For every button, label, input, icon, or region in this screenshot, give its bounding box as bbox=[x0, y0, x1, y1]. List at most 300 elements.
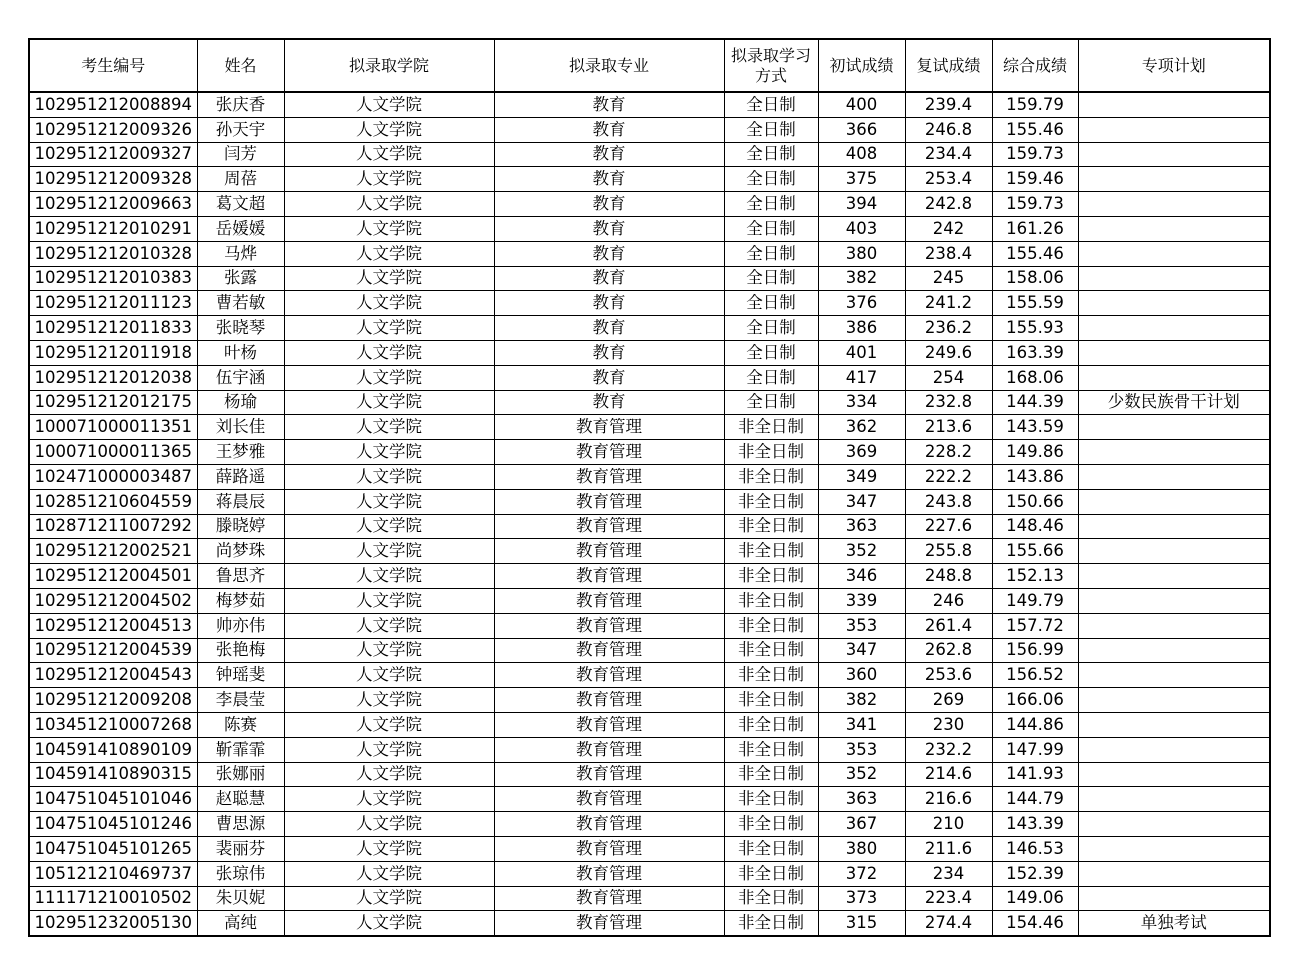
cell-special-plan bbox=[1078, 216, 1270, 241]
cell-exam-id: 102951212010383 bbox=[29, 266, 197, 291]
table-row bbox=[29, 216, 1270, 241]
cell-retest-score: 228.2 bbox=[905, 440, 992, 465]
cell-special-plan bbox=[1078, 663, 1270, 688]
cell-name: 周蓓 bbox=[197, 167, 284, 192]
table-row bbox=[29, 688, 1270, 713]
cell-study-mode: 非全日制 bbox=[724, 464, 818, 489]
cell-major: 教育管理 bbox=[494, 613, 724, 638]
cell-special-plan bbox=[1078, 564, 1270, 589]
header-study-mode: 拟录取学习方式 bbox=[724, 39, 818, 92]
table-row bbox=[29, 464, 1270, 489]
cell-initial-score: 347 bbox=[818, 489, 905, 514]
cell-total-score: 155.93 bbox=[992, 316, 1078, 341]
cell-college: 人文学院 bbox=[284, 812, 494, 837]
cell-retest-score: 210 bbox=[905, 812, 992, 837]
cell-exam-id: 102951212009208 bbox=[29, 688, 197, 713]
cell-retest-score: 253.6 bbox=[905, 663, 992, 688]
cell-college: 人文学院 bbox=[284, 316, 494, 341]
cell-study-mode: 全日制 bbox=[724, 117, 818, 142]
cell-name: 朱贝妮 bbox=[197, 886, 284, 911]
cell-initial-score: 382 bbox=[818, 688, 905, 713]
cell-exam-id: 102951212004502 bbox=[29, 588, 197, 613]
cell-name: 薛路遥 bbox=[197, 464, 284, 489]
cell-major: 教育 bbox=[494, 167, 724, 192]
cell-initial-score: 363 bbox=[818, 514, 905, 539]
cell-study-mode: 全日制 bbox=[724, 216, 818, 241]
cell-initial-score: 349 bbox=[818, 464, 905, 489]
cell-name: 王梦雅 bbox=[197, 440, 284, 465]
cell-special-plan: 少数民族骨干计划 bbox=[1078, 390, 1270, 415]
cell-exam-id: 102951212010291 bbox=[29, 216, 197, 241]
cell-initial-score: 375 bbox=[818, 167, 905, 192]
cell-retest-score: 216.6 bbox=[905, 787, 992, 812]
cell-college: 人文学院 bbox=[284, 588, 494, 613]
cell-total-score: 149.86 bbox=[992, 440, 1078, 465]
cell-special-plan bbox=[1078, 861, 1270, 886]
cell-special-plan bbox=[1078, 886, 1270, 911]
header-exam-id: 考生编号 bbox=[29, 39, 197, 92]
table-row bbox=[29, 167, 1270, 192]
cell-retest-score: 222.2 bbox=[905, 464, 992, 489]
cell-name: 李晨莹 bbox=[197, 688, 284, 713]
table-row bbox=[29, 291, 1270, 316]
cell-initial-score: 360 bbox=[818, 663, 905, 688]
cell-major: 教育 bbox=[494, 241, 724, 266]
table-row bbox=[29, 886, 1270, 911]
table-row bbox=[29, 663, 1270, 688]
table-body bbox=[29, 92, 1270, 936]
cell-initial-score: 417 bbox=[818, 365, 905, 390]
cell-exam-id: 111171210010502 bbox=[29, 886, 197, 911]
cell-study-mode: 全日制 bbox=[724, 92, 818, 117]
cell-exam-id: 102951212004543 bbox=[29, 663, 197, 688]
cell-retest-score: 249.6 bbox=[905, 340, 992, 365]
cell-exam-id: 102951212008894 bbox=[29, 92, 197, 117]
cell-total-score: 156.99 bbox=[992, 638, 1078, 663]
table-row bbox=[29, 712, 1270, 737]
table-row bbox=[29, 316, 1270, 341]
cell-initial-score: 380 bbox=[818, 241, 905, 266]
table-row bbox=[29, 117, 1270, 142]
cell-special-plan bbox=[1078, 762, 1270, 787]
cell-college: 人文学院 bbox=[284, 514, 494, 539]
cell-study-mode: 非全日制 bbox=[724, 762, 818, 787]
cell-major: 教育管理 bbox=[494, 737, 724, 762]
cell-college: 人文学院 bbox=[284, 836, 494, 861]
cell-initial-score: 400 bbox=[818, 92, 905, 117]
cell-name: 刘长佳 bbox=[197, 415, 284, 440]
table-row bbox=[29, 613, 1270, 638]
cell-total-score: 143.59 bbox=[992, 415, 1078, 440]
cell-name: 葛文超 bbox=[197, 192, 284, 217]
cell-total-score: 143.39 bbox=[992, 812, 1078, 837]
cell-special-plan bbox=[1078, 787, 1270, 812]
cell-initial-score: 352 bbox=[818, 539, 905, 564]
cell-initial-score: 352 bbox=[818, 762, 905, 787]
header-row bbox=[29, 39, 1270, 92]
cell-name: 张艳梅 bbox=[197, 638, 284, 663]
cell-retest-score: 241.2 bbox=[905, 291, 992, 316]
cell-retest-score: 232.8 bbox=[905, 390, 992, 415]
cell-college: 人文学院 bbox=[284, 415, 494, 440]
cell-exam-id: 102951212012175 bbox=[29, 390, 197, 415]
table-row bbox=[29, 762, 1270, 787]
cell-name: 张晓琴 bbox=[197, 316, 284, 341]
cell-name: 张娜丽 bbox=[197, 762, 284, 787]
cell-retest-score: 246.8 bbox=[905, 117, 992, 142]
cell-special-plan bbox=[1078, 167, 1270, 192]
cell-major: 教育 bbox=[494, 390, 724, 415]
cell-study-mode: 全日制 bbox=[724, 340, 818, 365]
cell-major: 教育管理 bbox=[494, 787, 724, 812]
cell-college: 人文学院 bbox=[284, 663, 494, 688]
cell-study-mode: 非全日制 bbox=[724, 564, 818, 589]
cell-exam-id: 100071000011365 bbox=[29, 440, 197, 465]
cell-college: 人文学院 bbox=[284, 117, 494, 142]
cell-name: 赵聪慧 bbox=[197, 787, 284, 812]
cell-retest-score: 214.6 bbox=[905, 762, 992, 787]
cell-retest-score: 246 bbox=[905, 588, 992, 613]
table-row bbox=[29, 787, 1270, 812]
admission-table bbox=[28, 38, 1271, 937]
cell-name: 马烨 bbox=[197, 241, 284, 266]
cell-initial-score: 386 bbox=[818, 316, 905, 341]
cell-major: 教育管理 bbox=[494, 911, 724, 936]
table-row bbox=[29, 638, 1270, 663]
cell-retest-score: 254 bbox=[905, 365, 992, 390]
cell-special-plan bbox=[1078, 266, 1270, 291]
cell-retest-score: 238.4 bbox=[905, 241, 992, 266]
table-row bbox=[29, 266, 1270, 291]
cell-exam-id: 102951212011123 bbox=[29, 291, 197, 316]
cell-study-mode: 全日制 bbox=[724, 316, 818, 341]
cell-name: 尚梦珠 bbox=[197, 539, 284, 564]
table-row bbox=[29, 241, 1270, 266]
cell-special-plan bbox=[1078, 192, 1270, 217]
cell-exam-id: 102951212004513 bbox=[29, 613, 197, 638]
cell-retest-score: 234.4 bbox=[905, 142, 992, 167]
cell-retest-score: 223.4 bbox=[905, 886, 992, 911]
cell-total-score: 159.73 bbox=[992, 192, 1078, 217]
cell-initial-score: 373 bbox=[818, 886, 905, 911]
cell-initial-score: 341 bbox=[818, 712, 905, 737]
cell-initial-score: 408 bbox=[818, 142, 905, 167]
cell-name: 梅梦茹 bbox=[197, 588, 284, 613]
cell-initial-score: 401 bbox=[818, 340, 905, 365]
cell-college: 人文学院 bbox=[284, 688, 494, 713]
cell-name: 岳媛媛 bbox=[197, 216, 284, 241]
cell-total-score: 149.79 bbox=[992, 588, 1078, 613]
cell-major: 教育管理 bbox=[494, 564, 724, 589]
cell-initial-score: 339 bbox=[818, 588, 905, 613]
table-row bbox=[29, 564, 1270, 589]
cell-study-mode: 全日制 bbox=[724, 142, 818, 167]
cell-college: 人文学院 bbox=[284, 142, 494, 167]
cell-name: 张琼伟 bbox=[197, 861, 284, 886]
table-row bbox=[29, 514, 1270, 539]
cell-exam-id: 104751045101046 bbox=[29, 787, 197, 812]
cell-major: 教育 bbox=[494, 316, 724, 341]
header-special-plan: 专项计划 bbox=[1078, 39, 1270, 92]
cell-total-score: 155.46 bbox=[992, 241, 1078, 266]
table-row bbox=[29, 415, 1270, 440]
cell-name: 张庆香 bbox=[197, 92, 284, 117]
cell-major: 教育管理 bbox=[494, 886, 724, 911]
table-row bbox=[29, 836, 1270, 861]
cell-total-score: 155.59 bbox=[992, 291, 1078, 316]
cell-retest-score: 239.4 bbox=[905, 92, 992, 117]
cell-name: 帅亦伟 bbox=[197, 613, 284, 638]
cell-special-plan: 单独考试 bbox=[1078, 911, 1270, 936]
cell-name: 曹思源 bbox=[197, 812, 284, 837]
cell-name: 裴丽芬 bbox=[197, 836, 284, 861]
cell-major: 教育 bbox=[494, 92, 724, 117]
cell-study-mode: 非全日制 bbox=[724, 663, 818, 688]
table-row bbox=[29, 92, 1270, 117]
cell-college: 人文学院 bbox=[284, 638, 494, 663]
cell-initial-score: 334 bbox=[818, 390, 905, 415]
cell-total-score: 158.06 bbox=[992, 266, 1078, 291]
cell-name: 张露 bbox=[197, 266, 284, 291]
cell-exam-id: 104751045101265 bbox=[29, 836, 197, 861]
table-row bbox=[29, 365, 1270, 390]
cell-initial-score: 403 bbox=[818, 216, 905, 241]
table-row bbox=[29, 861, 1270, 886]
cell-initial-score: 353 bbox=[818, 737, 905, 762]
table-row bbox=[29, 390, 1270, 415]
cell-college: 人文学院 bbox=[284, 241, 494, 266]
cell-exam-id: 102951212009327 bbox=[29, 142, 197, 167]
cell-college: 人文学院 bbox=[284, 340, 494, 365]
cell-exam-id: 102951212009326 bbox=[29, 117, 197, 142]
cell-retest-score: 227.6 bbox=[905, 514, 992, 539]
cell-total-score: 155.66 bbox=[992, 539, 1078, 564]
cell-total-score: 144.39 bbox=[992, 390, 1078, 415]
cell-name: 靳霏霏 bbox=[197, 737, 284, 762]
cell-major: 教育 bbox=[494, 117, 724, 142]
cell-special-plan bbox=[1078, 340, 1270, 365]
cell-major: 教育 bbox=[494, 216, 724, 241]
cell-special-plan bbox=[1078, 613, 1270, 638]
cell-initial-score: 362 bbox=[818, 415, 905, 440]
cell-initial-score: 376 bbox=[818, 291, 905, 316]
cell-total-score: 149.06 bbox=[992, 886, 1078, 911]
cell-exam-id: 104751045101246 bbox=[29, 812, 197, 837]
cell-study-mode: 非全日制 bbox=[724, 836, 818, 861]
cell-special-plan bbox=[1078, 688, 1270, 713]
cell-exam-id: 102871211007292 bbox=[29, 514, 197, 539]
cell-special-plan bbox=[1078, 737, 1270, 762]
cell-college: 人文学院 bbox=[284, 737, 494, 762]
cell-major: 教育管理 bbox=[494, 489, 724, 514]
cell-major: 教育 bbox=[494, 192, 724, 217]
cell-major: 教育管理 bbox=[494, 762, 724, 787]
cell-retest-score: 261.4 bbox=[905, 613, 992, 638]
cell-study-mode: 非全日制 bbox=[724, 737, 818, 762]
cell-study-mode: 非全日制 bbox=[724, 514, 818, 539]
cell-initial-score: 315 bbox=[818, 911, 905, 936]
cell-retest-score: 242.8 bbox=[905, 192, 992, 217]
cell-special-plan bbox=[1078, 415, 1270, 440]
cell-college: 人文学院 bbox=[284, 291, 494, 316]
cell-total-score: 154.46 bbox=[992, 911, 1078, 936]
cell-major: 教育管理 bbox=[494, 638, 724, 663]
cell-name: 闫芳 bbox=[197, 142, 284, 167]
cell-special-plan bbox=[1078, 316, 1270, 341]
cell-study-mode: 全日制 bbox=[724, 365, 818, 390]
cell-special-plan bbox=[1078, 489, 1270, 514]
cell-study-mode: 全日制 bbox=[724, 192, 818, 217]
cell-exam-id: 104591410890109 bbox=[29, 737, 197, 762]
cell-study-mode: 非全日制 bbox=[724, 886, 818, 911]
cell-initial-score: 366 bbox=[818, 117, 905, 142]
cell-study-mode: 非全日制 bbox=[724, 539, 818, 564]
cell-retest-score: 242 bbox=[905, 216, 992, 241]
cell-college: 人文学院 bbox=[284, 365, 494, 390]
cell-name: 伍宇涵 bbox=[197, 365, 284, 390]
cell-study-mode: 非全日制 bbox=[724, 588, 818, 613]
cell-major: 教育管理 bbox=[494, 514, 724, 539]
cell-initial-score: 394 bbox=[818, 192, 905, 217]
cell-study-mode: 全日制 bbox=[724, 167, 818, 192]
cell-study-mode: 非全日制 bbox=[724, 812, 818, 837]
cell-initial-score: 382 bbox=[818, 266, 905, 291]
cell-retest-score: 213.6 bbox=[905, 415, 992, 440]
cell-exam-id: 102951212011918 bbox=[29, 340, 197, 365]
table-row bbox=[29, 142, 1270, 167]
cell-total-score: 166.06 bbox=[992, 688, 1078, 713]
cell-total-score: 168.06 bbox=[992, 365, 1078, 390]
table-row bbox=[29, 737, 1270, 762]
cell-major: 教育 bbox=[494, 365, 724, 390]
header-name: 姓名 bbox=[197, 39, 284, 92]
cell-name: 陈赛 bbox=[197, 712, 284, 737]
cell-study-mode: 非全日制 bbox=[724, 787, 818, 812]
cell-special-plan bbox=[1078, 365, 1270, 390]
cell-exam-id: 102951232005130 bbox=[29, 911, 197, 936]
cell-total-score: 144.86 bbox=[992, 712, 1078, 737]
table-row bbox=[29, 588, 1270, 613]
cell-exam-id: 100071000011351 bbox=[29, 415, 197, 440]
cell-major: 教育 bbox=[494, 291, 724, 316]
cell-college: 人文学院 bbox=[284, 216, 494, 241]
cell-major: 教育管理 bbox=[494, 688, 724, 713]
cell-total-score: 146.53 bbox=[992, 836, 1078, 861]
cell-major: 教育管理 bbox=[494, 812, 724, 837]
table-row bbox=[29, 340, 1270, 365]
cell-retest-score: 262.8 bbox=[905, 638, 992, 663]
cell-study-mode: 全日制 bbox=[724, 241, 818, 266]
cell-major: 教育 bbox=[494, 142, 724, 167]
cell-special-plan bbox=[1078, 638, 1270, 663]
cell-exam-id: 102851210604559 bbox=[29, 489, 197, 514]
header-total-score: 综合成绩 bbox=[992, 39, 1078, 92]
cell-total-score: 161.26 bbox=[992, 216, 1078, 241]
cell-special-plan bbox=[1078, 712, 1270, 737]
cell-college: 人文学院 bbox=[284, 762, 494, 787]
cell-name: 钟瑶斐 bbox=[197, 663, 284, 688]
cell-exam-id: 102951212010328 bbox=[29, 241, 197, 266]
cell-study-mode: 全日制 bbox=[724, 266, 818, 291]
cell-special-plan bbox=[1078, 836, 1270, 861]
cell-initial-score: 367 bbox=[818, 812, 905, 837]
cell-exam-id: 102951212012038 bbox=[29, 365, 197, 390]
cell-exam-id: 102951212004501 bbox=[29, 564, 197, 589]
cell-initial-score: 353 bbox=[818, 613, 905, 638]
cell-special-plan bbox=[1078, 588, 1270, 613]
cell-special-plan bbox=[1078, 92, 1270, 117]
cell-retest-score: 274.4 bbox=[905, 911, 992, 936]
cell-initial-score: 363 bbox=[818, 787, 905, 812]
cell-retest-score: 253.4 bbox=[905, 167, 992, 192]
cell-college: 人文学院 bbox=[284, 192, 494, 217]
cell-exam-id: 102951212004539 bbox=[29, 638, 197, 663]
cell-major: 教育管理 bbox=[494, 539, 724, 564]
cell-study-mode: 非全日制 bbox=[724, 415, 818, 440]
cell-major: 教育管理 bbox=[494, 588, 724, 613]
table-row bbox=[29, 539, 1270, 564]
cell-exam-id: 102951212009328 bbox=[29, 167, 197, 192]
cell-retest-score: 236.2 bbox=[905, 316, 992, 341]
cell-special-plan bbox=[1078, 539, 1270, 564]
cell-study-mode: 非全日制 bbox=[724, 712, 818, 737]
cell-total-score: 157.72 bbox=[992, 613, 1078, 638]
table-row bbox=[29, 192, 1270, 217]
cell-exam-id: 103451210007268 bbox=[29, 712, 197, 737]
cell-major: 教育管理 bbox=[494, 663, 724, 688]
cell-college: 人文学院 bbox=[284, 861, 494, 886]
cell-special-plan bbox=[1078, 514, 1270, 539]
cell-study-mode: 非全日制 bbox=[724, 861, 818, 886]
cell-major: 教育 bbox=[494, 266, 724, 291]
cell-retest-score: 232.2 bbox=[905, 737, 992, 762]
cell-retest-score: 255.8 bbox=[905, 539, 992, 564]
cell-college: 人文学院 bbox=[284, 787, 494, 812]
cell-name: 叶杨 bbox=[197, 340, 284, 365]
cell-major: 教育管理 bbox=[494, 861, 724, 886]
cell-total-score: 156.52 bbox=[992, 663, 1078, 688]
cell-exam-id: 102951212002521 bbox=[29, 539, 197, 564]
cell-special-plan bbox=[1078, 241, 1270, 266]
cell-college: 人文学院 bbox=[284, 539, 494, 564]
cell-total-score: 144.79 bbox=[992, 787, 1078, 812]
cell-name: 鲁思齐 bbox=[197, 564, 284, 589]
cell-exam-id: 104591410890315 bbox=[29, 762, 197, 787]
cell-initial-score: 347 bbox=[818, 638, 905, 663]
cell-special-plan bbox=[1078, 440, 1270, 465]
cell-retest-score: 248.8 bbox=[905, 564, 992, 589]
cell-special-plan bbox=[1078, 291, 1270, 316]
cell-total-score: 159.73 bbox=[992, 142, 1078, 167]
cell-major: 教育 bbox=[494, 340, 724, 365]
cell-exam-id: 102951212011833 bbox=[29, 316, 197, 341]
cell-retest-score: 234 bbox=[905, 861, 992, 886]
cell-name: 曹若敏 bbox=[197, 291, 284, 316]
cell-study-mode: 非全日制 bbox=[724, 688, 818, 713]
cell-total-score: 155.46 bbox=[992, 117, 1078, 142]
cell-exam-id: 102471000003487 bbox=[29, 464, 197, 489]
cell-total-score: 152.39 bbox=[992, 861, 1078, 886]
header-major: 拟录取专业 bbox=[494, 39, 724, 92]
cell-special-plan bbox=[1078, 117, 1270, 142]
cell-total-score: 143.86 bbox=[992, 464, 1078, 489]
cell-total-score: 159.46 bbox=[992, 167, 1078, 192]
cell-major: 教育管理 bbox=[494, 415, 724, 440]
cell-name: 孙天宇 bbox=[197, 117, 284, 142]
cell-college: 人文学院 bbox=[284, 92, 494, 117]
cell-college: 人文学院 bbox=[284, 440, 494, 465]
cell-major: 教育管理 bbox=[494, 836, 724, 861]
